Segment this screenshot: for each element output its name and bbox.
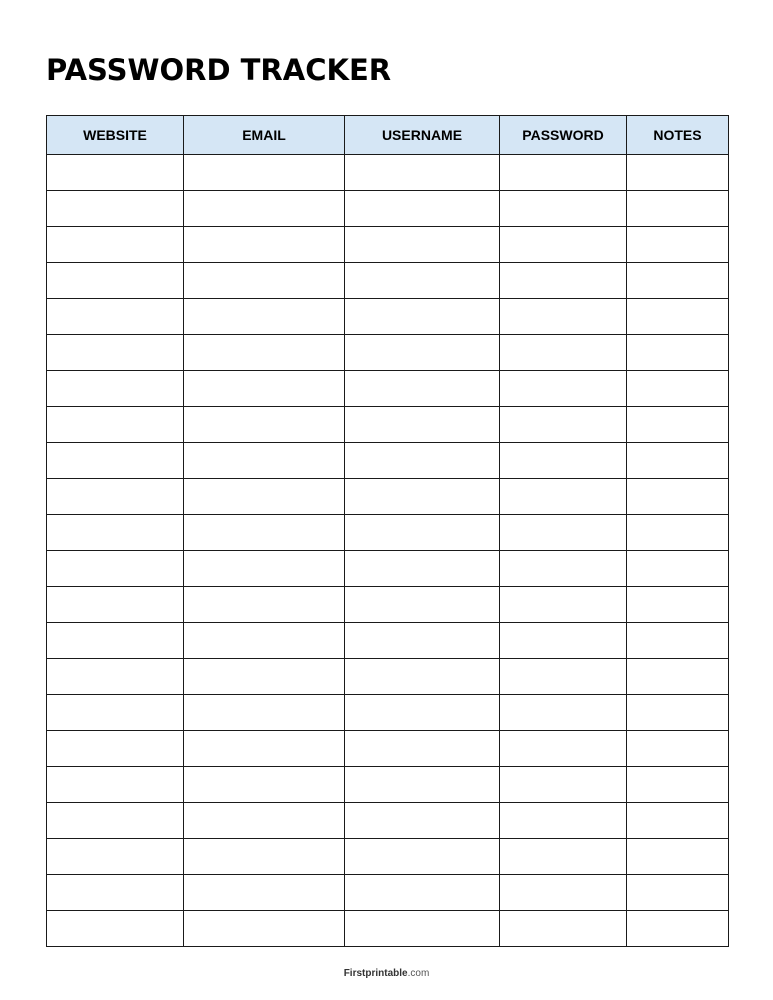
- table-cell-email[interactable]: [184, 479, 345, 515]
- table-row: [47, 623, 729, 659]
- table-row: [47, 803, 729, 839]
- table-cell-website[interactable]: [47, 875, 184, 911]
- table-cell-email[interactable]: [184, 659, 345, 695]
- table-cell-notes[interactable]: [627, 551, 729, 587]
- table-cell-website[interactable]: [47, 911, 184, 947]
- table-cell-notes[interactable]: [627, 443, 729, 479]
- table-cell-email[interactable]: [184, 407, 345, 443]
- footer-brand: [0, 967, 773, 981]
- table-cell-password[interactable]: [500, 515, 627, 551]
- table-cell-notes[interactable]: [627, 767, 729, 803]
- column-header-notes: NOTES: [627, 116, 729, 155]
- table-cell-password[interactable]: [500, 299, 627, 335]
- table-row: [47, 551, 729, 587]
- column-header-email: EMAIL: [184, 116, 345, 155]
- table-cell-username[interactable]: [345, 263, 500, 299]
- table-cell-username[interactable]: [345, 551, 500, 587]
- table-row: [47, 767, 729, 803]
- table-cell-email[interactable]: [184, 875, 345, 911]
- table-cell-website[interactable]: [47, 659, 184, 695]
- table-row: [47, 407, 729, 443]
- table-cell-notes[interactable]: [627, 155, 729, 191]
- table-cell-email[interactable]: [184, 803, 345, 839]
- table-cell-website[interactable]: [47, 623, 184, 659]
- table-cell-website[interactable]: [47, 443, 184, 479]
- table-cell-website[interactable]: [47, 587, 184, 623]
- table-cell-password[interactable]: [500, 551, 627, 587]
- table-cell-notes[interactable]: [627, 407, 729, 443]
- table-cell-username[interactable]: [345, 659, 500, 695]
- table-cell-username[interactable]: [345, 839, 500, 875]
- table-cell-email[interactable]: [184, 551, 345, 587]
- table-row: [47, 911, 729, 947]
- page-title: PASSWORD TRACKER: [46, 53, 392, 87]
- table-cell-username[interactable]: [345, 515, 500, 551]
- table-cell-notes[interactable]: [627, 587, 729, 623]
- table-cell-username[interactable]: [345, 407, 500, 443]
- table-cell-email[interactable]: [184, 767, 345, 803]
- table-row: [47, 587, 729, 623]
- table-cell-email[interactable]: [184, 191, 345, 227]
- table-cell-username[interactable]: [345, 479, 500, 515]
- column-header-website: WEBSITE: [47, 116, 184, 155]
- table-cell-password[interactable]: [500, 911, 627, 947]
- table-cell-password[interactable]: [500, 371, 627, 407]
- table-cell-website[interactable]: [47, 335, 184, 371]
- table-cell-website[interactable]: [47, 551, 184, 587]
- table-header-row: [47, 116, 729, 155]
- table-cell-username[interactable]: [345, 299, 500, 335]
- table-cell-email[interactable]: [184, 911, 345, 947]
- column-header-password: PASSWORD: [500, 116, 627, 155]
- table-cell-email[interactable]: [184, 731, 345, 767]
- table-cell-website[interactable]: [47, 731, 184, 767]
- table-cell-username[interactable]: [345, 695, 500, 731]
- table-row: [47, 875, 729, 911]
- table-cell-username[interactable]: [345, 191, 500, 227]
- table-cell-notes[interactable]: [627, 659, 729, 695]
- table-cell-password[interactable]: [500, 191, 627, 227]
- table-cell-username[interactable]: [345, 443, 500, 479]
- table-cell-username[interactable]: [345, 155, 500, 191]
- table-cell-website[interactable]: [47, 407, 184, 443]
- table-cell-website[interactable]: [47, 479, 184, 515]
- table-cell-notes[interactable]: [627, 191, 729, 227]
- table-cell-website[interactable]: [47, 191, 184, 227]
- table-cell-password[interactable]: [500, 839, 627, 875]
- table-cell-website[interactable]: [47, 767, 184, 803]
- table-cell-password[interactable]: [500, 227, 627, 263]
- table-cell-notes[interactable]: [627, 227, 729, 263]
- table-cell-website[interactable]: [47, 371, 184, 407]
- table-row: [47, 731, 729, 767]
- footer-brand-name: Firstprintable: [343, 968, 408, 979]
- table-row: [47, 659, 729, 695]
- table-cell-username[interactable]: [345, 227, 500, 263]
- table-cell-notes[interactable]: [627, 263, 729, 299]
- table-cell-password[interactable]: [500, 659, 627, 695]
- table-cell-password[interactable]: [500, 623, 627, 659]
- table-cell-email[interactable]: [184, 515, 345, 551]
- table-cell-username[interactable]: [345, 911, 500, 947]
- table-cell-notes[interactable]: [627, 875, 729, 911]
- table-cell-username[interactable]: [345, 335, 500, 371]
- table-cell-email[interactable]: [184, 443, 345, 479]
- table-row: [47, 155, 729, 191]
- table-row: [47, 839, 729, 875]
- table-cell-password[interactable]: [500, 875, 627, 911]
- password-table: [46, 115, 729, 947]
- table-cell-website[interactable]: [47, 515, 184, 551]
- column-header-username: USERNAME: [345, 116, 500, 155]
- table-cell-email[interactable]: [184, 695, 345, 731]
- table-cell-username[interactable]: [345, 731, 500, 767]
- table-row: [47, 371, 729, 407]
- table-cell-password[interactable]: [500, 767, 627, 803]
- table-cell-email[interactable]: [184, 155, 345, 191]
- table-cell-username[interactable]: [345, 587, 500, 623]
- table-cell-email[interactable]: [184, 371, 345, 407]
- table-cell-website[interactable]: [47, 155, 184, 191]
- table-cell-password[interactable]: [500, 731, 627, 767]
- table-row: [47, 479, 729, 515]
- table-cell-notes[interactable]: [627, 695, 729, 731]
- table-row: [47, 695, 729, 731]
- table-cell-website[interactable]: [47, 227, 184, 263]
- table-cell-password[interactable]: [500, 335, 627, 371]
- table-row: [47, 191, 729, 227]
- table-cell-notes[interactable]: [627, 623, 729, 659]
- table-cell-email[interactable]: [184, 623, 345, 659]
- table-row: [47, 335, 729, 371]
- table-cell-website[interactable]: [47, 803, 184, 839]
- table-cell-notes[interactable]: [627, 371, 729, 407]
- table-row: [47, 263, 729, 299]
- table-cell-email[interactable]: [184, 263, 345, 299]
- table-cell-password[interactable]: [500, 695, 627, 731]
- table-cell-password[interactable]: [500, 587, 627, 623]
- table-cell-notes[interactable]: [627, 731, 729, 767]
- table-cell-username[interactable]: [345, 767, 500, 803]
- table-cell-password[interactable]: [500, 407, 627, 443]
- table-cell-notes[interactable]: [627, 839, 729, 875]
- table-row: [47, 227, 729, 263]
- table-row: [47, 299, 729, 335]
- table-cell-username[interactable]: [345, 803, 500, 839]
- table-cell-notes[interactable]: [627, 803, 729, 839]
- table-cell-website[interactable]: [47, 263, 184, 299]
- table-cell-password[interactable]: [500, 443, 627, 479]
- table-cell-website[interactable]: [47, 839, 184, 875]
- table-cell-notes[interactable]: [627, 911, 729, 947]
- table-cell-username[interactable]: [345, 875, 500, 911]
- table-cell-password[interactable]: [500, 803, 627, 839]
- table-cell-email[interactable]: [184, 299, 345, 335]
- table-cell-website[interactable]: [47, 299, 184, 335]
- table-row: [47, 443, 729, 479]
- footer-brand-suffix: .com: [407, 968, 430, 979]
- table-cell-notes[interactable]: [627, 299, 729, 335]
- table-cell-website[interactable]: [47, 695, 184, 731]
- table-cell-notes[interactable]: [627, 335, 729, 371]
- table-cell-email[interactable]: [184, 227, 345, 263]
- table-cell-username[interactable]: [345, 623, 500, 659]
- table-body: [47, 155, 729, 947]
- table-cell-password[interactable]: [500, 263, 627, 299]
- table-cell-email[interactable]: [184, 335, 345, 371]
- table-cell-notes[interactable]: [627, 515, 729, 551]
- table-cell-password[interactable]: [500, 479, 627, 515]
- table-cell-password[interactable]: [500, 155, 627, 191]
- table-cell-notes[interactable]: [627, 479, 729, 515]
- table-cell-email[interactable]: [184, 587, 345, 623]
- table-row: [47, 515, 729, 551]
- table-cell-username[interactable]: [345, 371, 500, 407]
- table-cell-email[interactable]: [184, 839, 345, 875]
